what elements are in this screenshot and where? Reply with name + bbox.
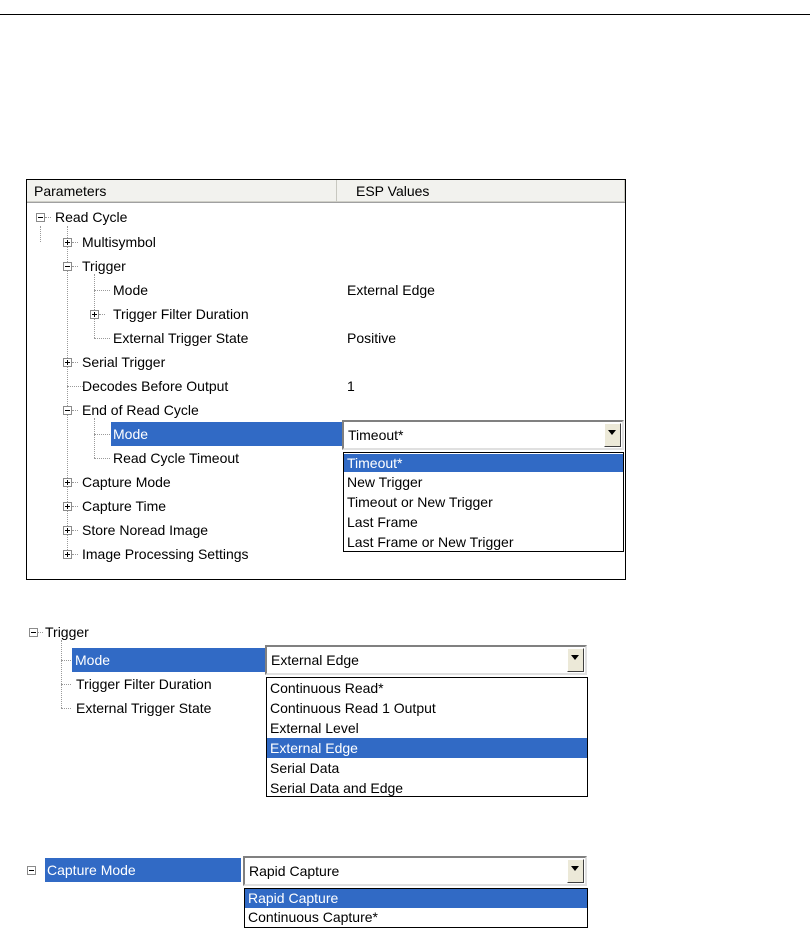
value-trigger-mode: External Edge bbox=[347, 282, 435, 298]
tree-item-capture-time[interactable]: Capture Time bbox=[82, 498, 167, 514]
expand-icon[interactable] bbox=[63, 550, 72, 559]
tree-item-decodes-before-output[interactable]: Decodes Before Output bbox=[82, 378, 229, 394]
column-header-esp-values[interactable]: ESP Values bbox=[337, 180, 625, 202]
expand-icon[interactable] bbox=[63, 358, 72, 367]
trigger-mode-select[interactable] bbox=[265, 645, 587, 675]
trigger-mode-options bbox=[266, 677, 588, 797]
tree-item-read-cycle-timeout[interactable]: Read Cycle Timeout bbox=[113, 450, 240, 466]
tree-line bbox=[72, 554, 78, 555]
tree-line bbox=[94, 274, 95, 338]
tree-line bbox=[61, 708, 71, 709]
tree-item-read-cycle[interactable]: Read Cycle bbox=[55, 209, 128, 225]
tree-line bbox=[94, 434, 110, 435]
tree-item-capture-mode[interactable]: Capture Mode bbox=[82, 474, 171, 490]
expand-icon[interactable] bbox=[63, 478, 72, 487]
tree-line bbox=[72, 266, 78, 267]
select-value: Timeout* bbox=[348, 427, 404, 443]
tree-line bbox=[72, 362, 78, 363]
dropdown-option[interactable]: Timeout* bbox=[344, 454, 623, 472]
tree-line bbox=[72, 242, 78, 243]
dropdown-option[interactable]: Last Frame bbox=[347, 514, 418, 530]
collapse-icon[interactable] bbox=[27, 866, 36, 875]
collapse-icon[interactable] bbox=[63, 406, 72, 415]
tree-item-capture-mode-selected[interactable]: Capture Mode bbox=[45, 858, 241, 882]
tree-item-mode-selected[interactable]: Mode bbox=[72, 648, 267, 672]
tree-line bbox=[72, 410, 78, 411]
tree-item-image-processing-settings[interactable]: Image Processing Settings bbox=[82, 546, 249, 562]
tree-item-trigger-filter-duration[interactable]: Trigger Filter Duration bbox=[76, 676, 212, 692]
tree-line bbox=[61, 684, 71, 685]
tree-line bbox=[40, 226, 41, 242]
expand-icon[interactable] bbox=[90, 310, 99, 319]
tree-item-end-of-read-cycle[interactable]: End of Read Cycle bbox=[82, 402, 199, 418]
tree-line bbox=[72, 482, 78, 483]
dropdown-option[interactable]: Rapid Capture bbox=[245, 889, 587, 908]
tree-item-trigger-filter-duration[interactable]: Trigger Filter Duration bbox=[113, 306, 249, 322]
tree-line bbox=[94, 290, 110, 291]
tree-line bbox=[61, 640, 62, 708]
tree-line bbox=[72, 506, 78, 507]
select-value: Rapid Capture bbox=[249, 863, 340, 879]
dropdown-option[interactable]: New Trigger bbox=[347, 474, 423, 490]
page-header-rule bbox=[0, 14, 810, 15]
tree-header bbox=[27, 180, 625, 203]
dropdown-option[interactable]: Continuous Read* bbox=[270, 680, 384, 696]
tree-line bbox=[94, 418, 95, 458]
end-of-read-cycle-mode-select[interactable] bbox=[342, 420, 624, 450]
tree-item-trigger[interactable]: Trigger bbox=[82, 258, 126, 274]
tree-line bbox=[61, 660, 71, 661]
collapse-icon[interactable] bbox=[36, 213, 45, 222]
tree-item-trigger-mode[interactable]: Mode bbox=[113, 282, 149, 298]
tree-line bbox=[72, 530, 78, 531]
esp-parameter-tree bbox=[26, 179, 626, 580]
tree-item-store-noread-image[interactable]: Store Noread Image bbox=[82, 522, 209, 538]
tree-item-end-mode-selected[interactable]: Mode bbox=[111, 422, 343, 446]
value-decodes-before-output: 1 bbox=[347, 378, 355, 394]
value-external-trigger-state: Positive bbox=[347, 330, 397, 346]
tree-item-trigger[interactable]: Trigger bbox=[45, 624, 89, 640]
expand-icon[interactable] bbox=[63, 502, 72, 511]
dropdown-option[interactable]: External Level bbox=[270, 720, 359, 736]
end-of-read-cycle-mode-options bbox=[343, 452, 624, 552]
tree-line bbox=[38, 632, 43, 633]
tree-item-external-trigger-state[interactable]: External Trigger State bbox=[113, 330, 249, 346]
select-value: External Edge bbox=[271, 652, 359, 668]
dropdown-arrow-icon[interactable] bbox=[567, 859, 584, 883]
dropdown-option[interactable]: Serial Data and Edge bbox=[270, 780, 404, 796]
dropdown-arrow-icon[interactable] bbox=[567, 648, 584, 672]
dropdown-option[interactable]: External Edge bbox=[267, 738, 587, 758]
tree-item-external-trigger-state[interactable]: External Trigger State bbox=[76, 700, 212, 716]
tree-item-multisymbol[interactable]: Multisymbol bbox=[82, 234, 156, 250]
column-header-parameters[interactable]: Parameters bbox=[27, 180, 337, 202]
dropdown-option[interactable]: Serial Data bbox=[270, 760, 340, 776]
collapse-icon[interactable] bbox=[63, 262, 72, 271]
tree-item-serial-trigger[interactable]: Serial Trigger bbox=[82, 354, 166, 370]
tree-line bbox=[94, 458, 110, 459]
capture-mode-options bbox=[244, 888, 588, 928]
tree-line bbox=[45, 217, 51, 218]
dropdown-option[interactable]: Timeout or New Trigger bbox=[347, 494, 493, 510]
capture-mode-select[interactable] bbox=[243, 856, 587, 886]
dropdown-arrow-icon[interactable] bbox=[604, 423, 621, 447]
dropdown-option[interactable]: Last Frame or New Trigger bbox=[347, 534, 514, 550]
dropdown-option[interactable]: Continuous Read 1 Output bbox=[270, 700, 436, 716]
tree-line bbox=[94, 338, 110, 339]
dropdown-option[interactable]: Continuous Capture* bbox=[248, 909, 378, 925]
tree-line bbox=[67, 386, 83, 387]
collapse-icon[interactable] bbox=[29, 628, 38, 637]
tree-line bbox=[99, 314, 105, 315]
expand-icon[interactable] bbox=[63, 526, 72, 535]
expand-icon[interactable] bbox=[63, 238, 72, 247]
